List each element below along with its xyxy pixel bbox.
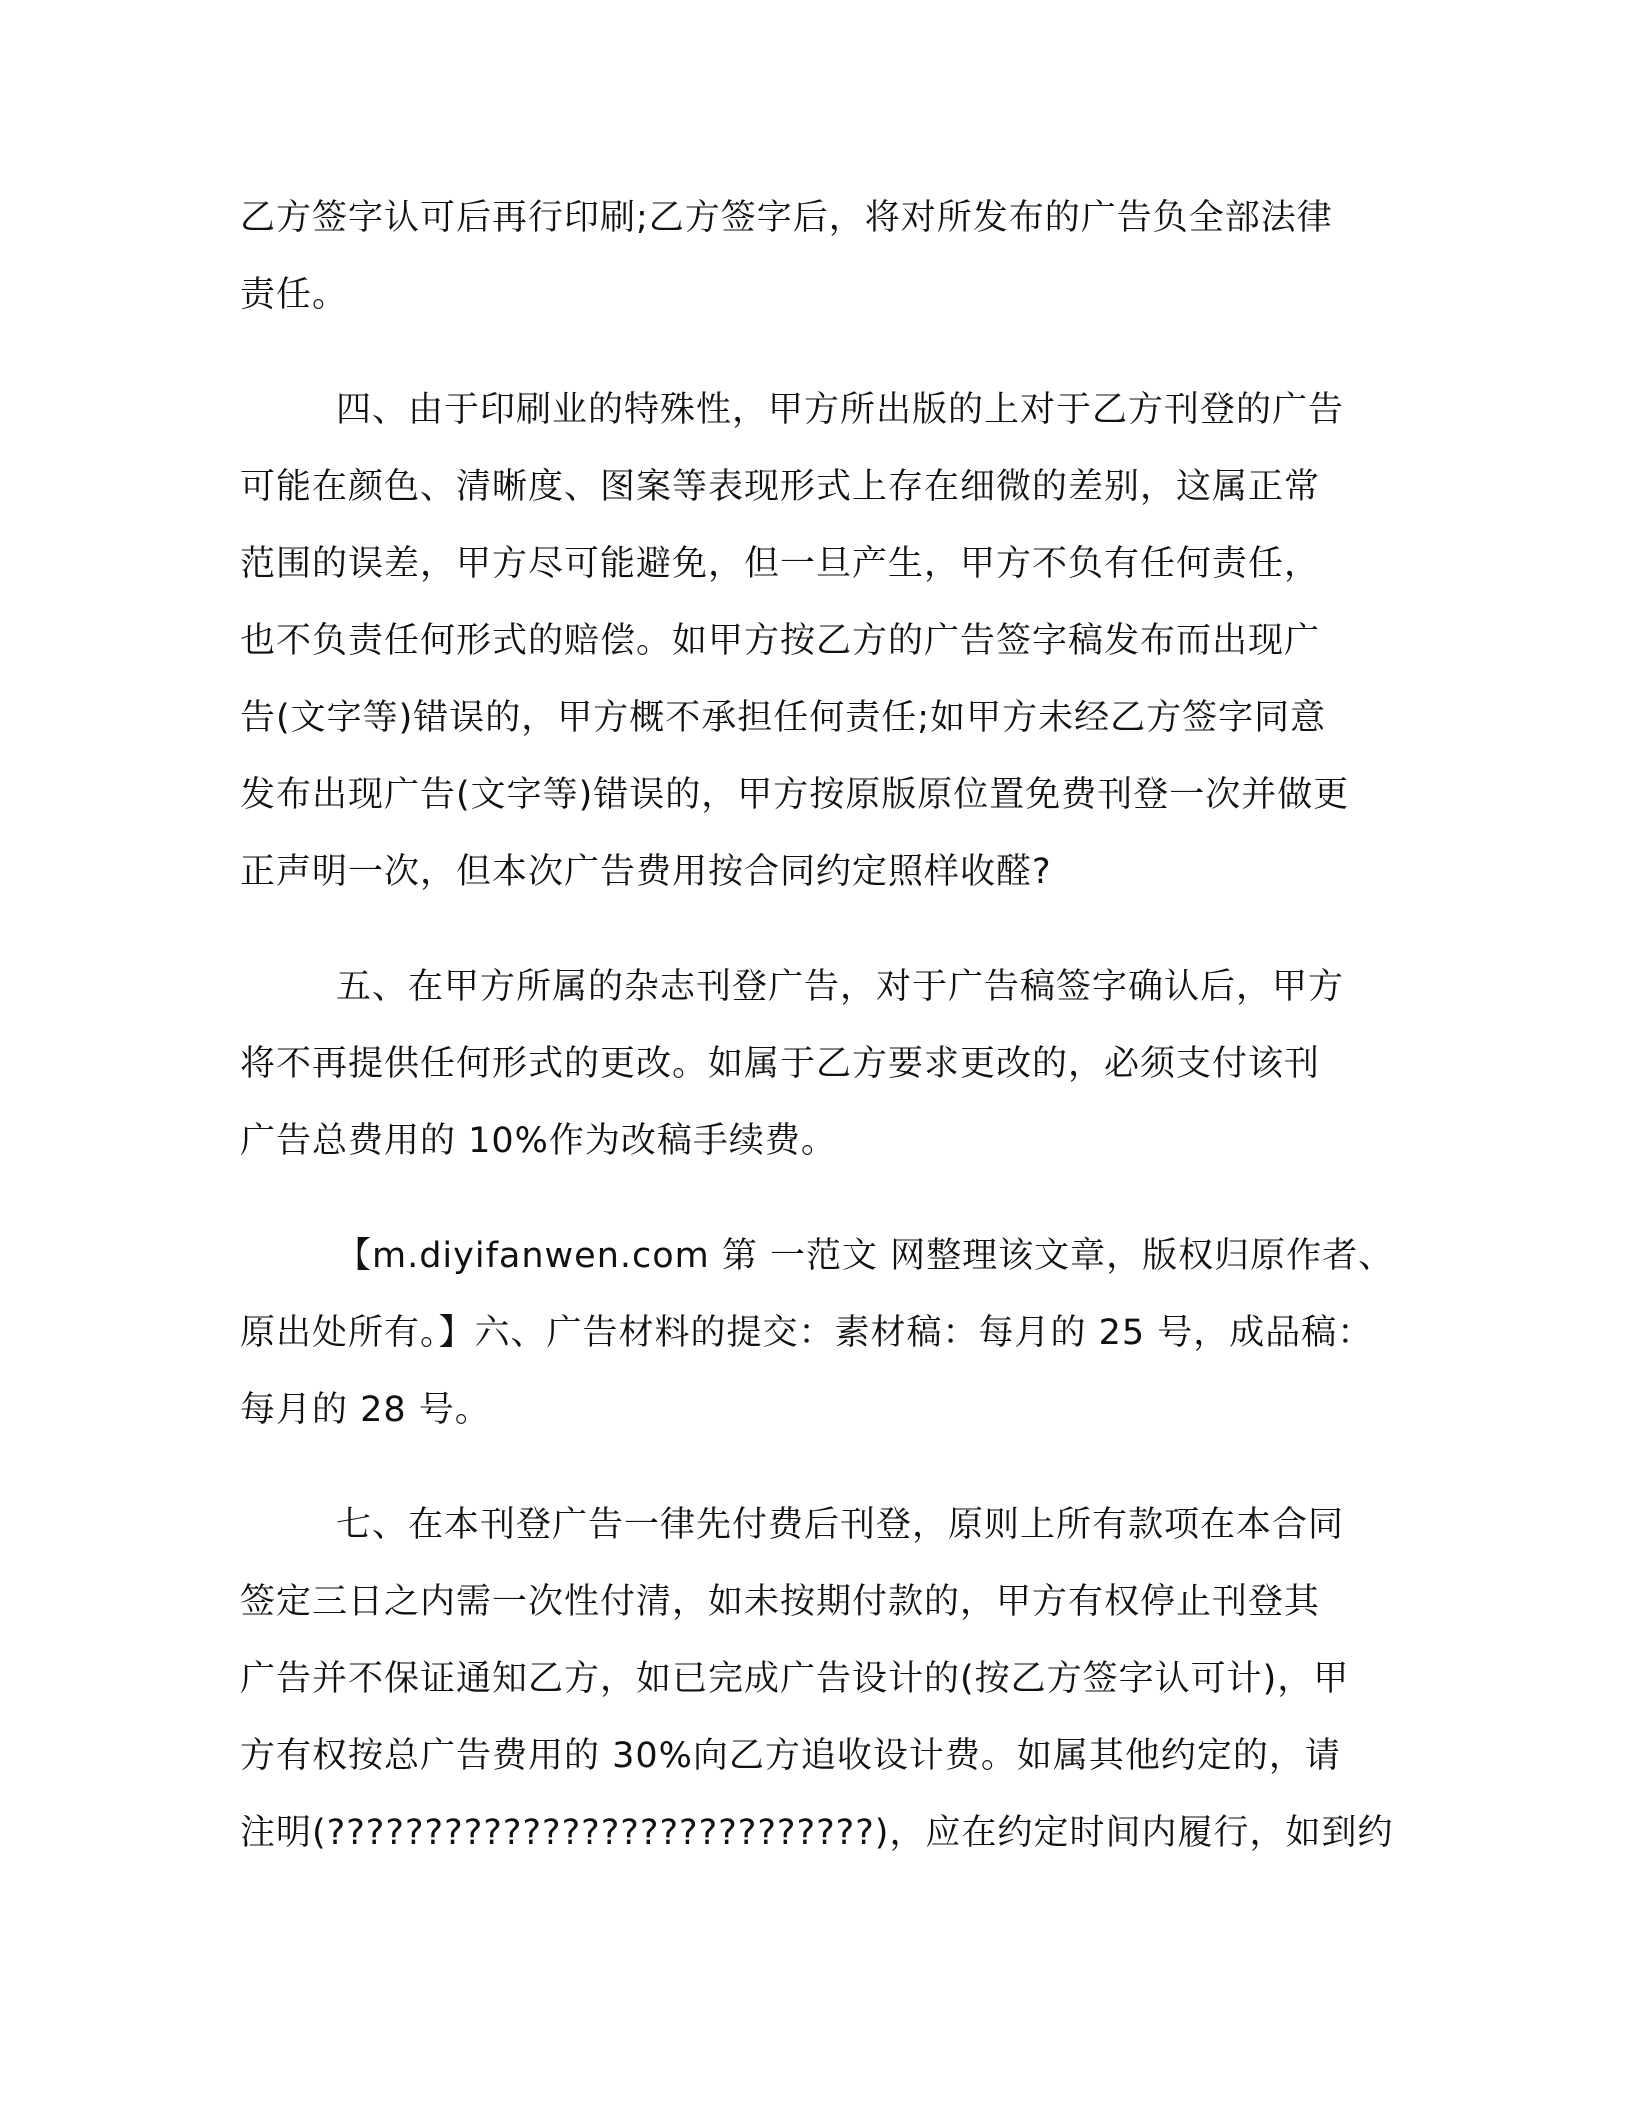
text-line: 正声明一次，但本次广告费用按合同约定照样收醛? [240, 852, 1052, 892]
text-line: 五、在甲方所属的杂志刊登广告，对于广告稿签字确认后，甲方 [336, 967, 1345, 1007]
text-line: 乙方签字认可后再行印刷;乙方签字后，将对所发布的广告负全部法律 [240, 198, 1333, 238]
text-line: 也不负责任何形式的赔偿。如甲方按乙方的广告签字稿发布而出现广 [240, 621, 1321, 661]
text-line: 注明(????????????????????????????)，应在约定时间内履行，如到约 [240, 1813, 1394, 1853]
text-line: 广告总费用的 10%作为改稿手续费。 [240, 1121, 837, 1161]
text-line: 将不再提供任何形式的更改。如属于乙方要求更改的，必须支付该刊 [240, 1044, 1321, 1084]
paragraph-clause-5 [240, 949, 1400, 1180]
text-line: 责任。 [240, 275, 349, 315]
text-line: 发布出现广告(文字等)错误的，甲方按原版原位置免费刊登一次并做更 [240, 775, 1350, 815]
paragraph-continuation [240, 180, 1400, 334]
text-line: 原出处所有。】六、广告材料的提交：素材稿：每月的 25 号，成品稿： [240, 1313, 1374, 1353]
text-line: 告(文字等)错误的，甲方概不承担任何责任;如甲方未经乙方签字同意 [240, 698, 1327, 738]
paragraph-clause-6 [240, 1218, 1400, 1449]
text-line: 四、由于印刷业的特殊性，甲方所出版的上对于乙方刊登的广告 [336, 390, 1345, 430]
text-line: 七、在本刊登广告一律先付费后刊登，原则上所有款项在本合同 [336, 1505, 1345, 1545]
text-line: 【m.diyifanwen.com 第 一范文 网整理该文章，版权归原作者、 [336, 1236, 1395, 1276]
text-line: 广告并不保证通知乙方，如已完成广告设计的(按乙方签字认可计)，甲 [240, 1659, 1350, 1699]
text-line: 可能在颜色、清晰度、图案等表现形式上存在细微的差别，这属正常 [240, 467, 1321, 507]
text-line: 范围的误差，甲方尽可能避免，但一旦产生，甲方不负有任何责任， [240, 544, 1321, 584]
text-line: 每月的 28 号。 [240, 1390, 491, 1430]
paragraph-clause-7 [240, 1487, 1400, 1872]
paragraph-clause-4 [240, 372, 1400, 911]
document-body [240, 180, 1400, 1910]
text-line: 签定三日之内需一次性付清，如未按期付款的，甲方有权停止刊登其 [240, 1582, 1321, 1622]
text-line: 方有权按总广告费用的 30%向乙方追收设计费。如属其他约定的，请 [240, 1736, 1341, 1776]
